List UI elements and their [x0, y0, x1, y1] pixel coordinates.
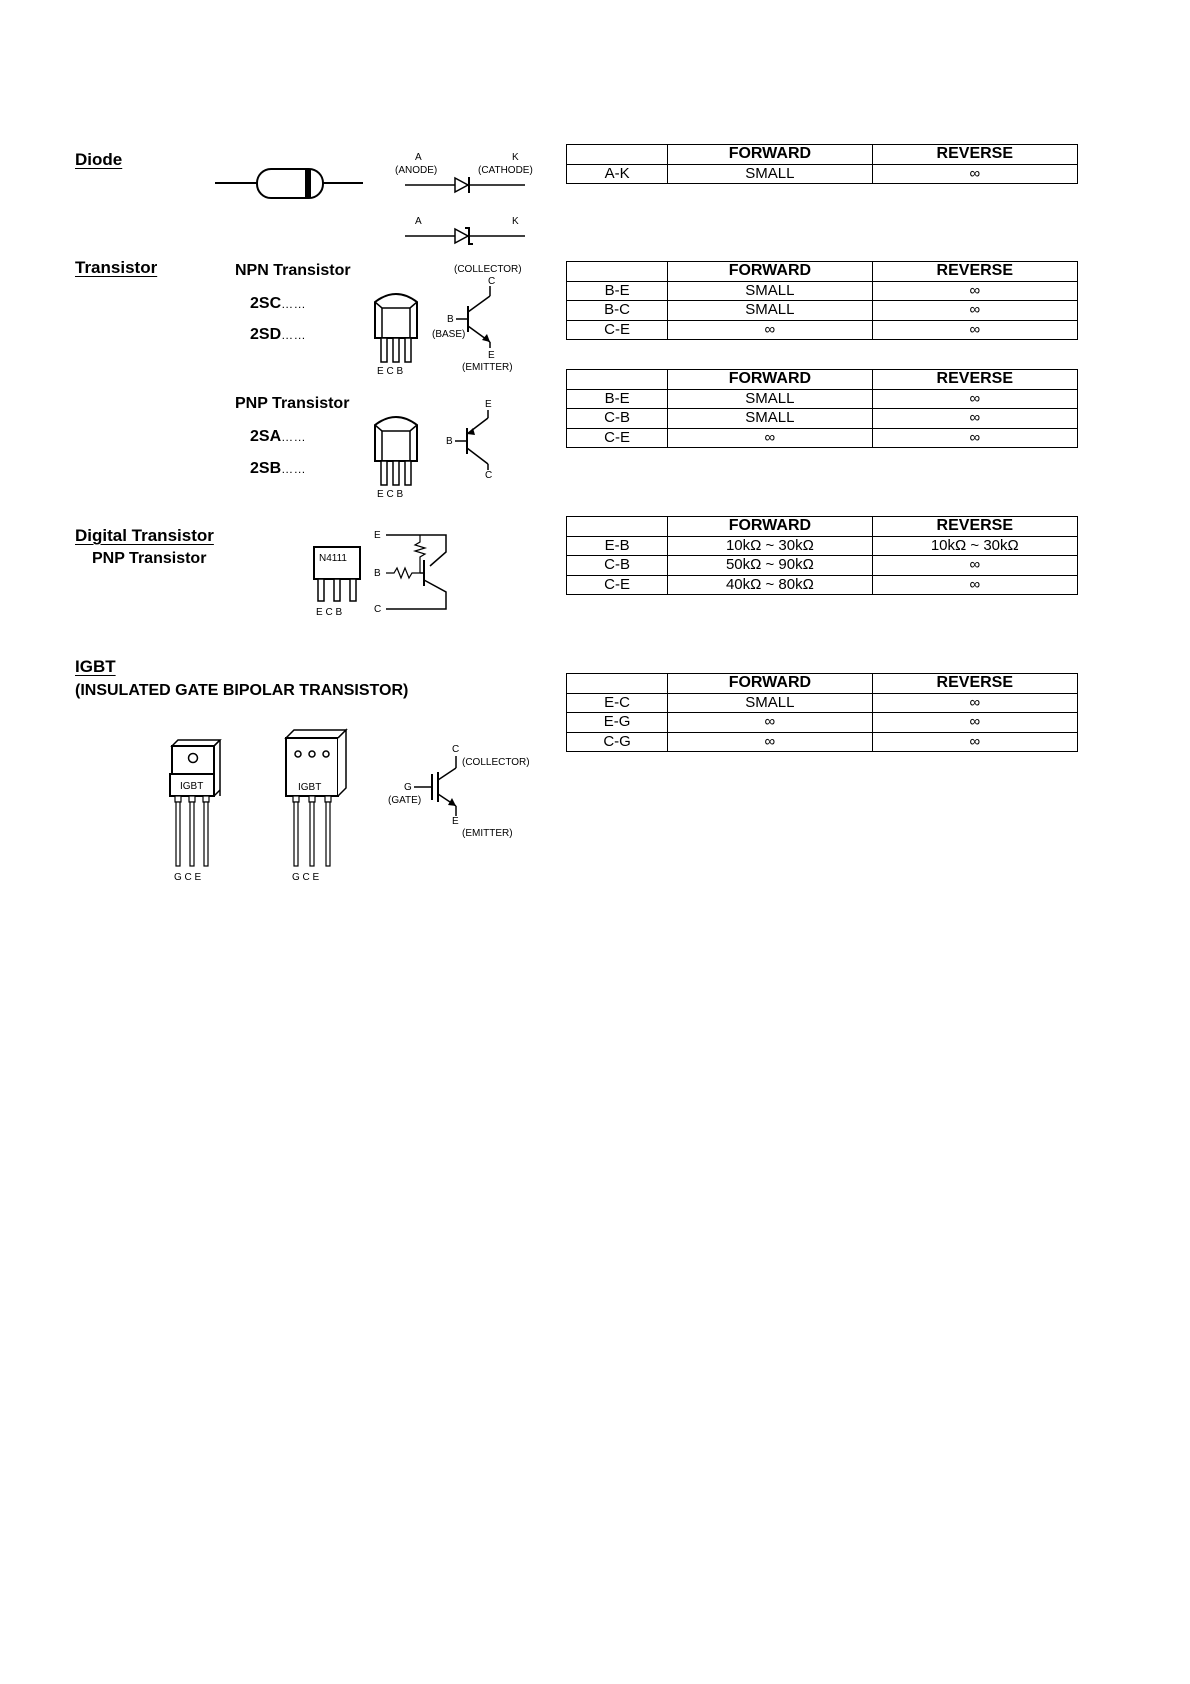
pnp-pins-label: E C B	[377, 489, 404, 500]
npn-c-letter: C	[488, 276, 496, 287]
table-cell: B-C	[567, 301, 668, 321]
table-row	[567, 732, 1078, 752]
table-cell: 50kΩ ~ 90kΩ	[668, 556, 872, 576]
table-cell: B-E	[567, 281, 668, 301]
diode-heading: Diode	[75, 150, 123, 169]
table-cell: E-C	[567, 693, 668, 713]
igbt-e-letter: E	[452, 816, 459, 827]
table-cell: A-K	[567, 164, 668, 184]
table-row	[567, 281, 1078, 301]
npn-symbol	[432, 262, 542, 372]
pnp-c-letter: C	[485, 470, 493, 481]
npn-e-letter: E	[488, 350, 495, 361]
igbt-table	[566, 673, 1078, 752]
npn-collector-label: (COLLECTOR)	[454, 264, 522, 275]
igbt-1-pins-label: G C E	[174, 872, 202, 883]
table-row	[567, 536, 1078, 556]
table-header: REVERSE	[872, 262, 1077, 282]
transistor-heading: Transistor	[75, 258, 158, 277]
diode-table	[566, 144, 1078, 184]
table-row	[567, 389, 1078, 409]
table-cell: ∞	[872, 428, 1077, 448]
table-cell: 10kΩ ~ 30kΩ	[872, 536, 1077, 556]
table-cell: SMALL	[668, 693, 872, 713]
table-cell: ∞	[872, 556, 1077, 576]
table-cell: ∞	[668, 428, 872, 448]
part-2sa: 2SA……	[250, 428, 307, 445]
igbt-1-part-label: IGBT	[180, 781, 204, 792]
igbt-package-1-drawing	[168, 738, 228, 882]
table-cell: C-G	[567, 732, 668, 752]
cathode-label: (CATHODE)	[478, 165, 533, 176]
pnp-e-letter: E	[485, 399, 492, 410]
igbt-g-letter: G	[404, 782, 412, 793]
anode-label: (ANODE)	[395, 165, 438, 176]
table-cell: SMALL	[668, 301, 872, 321]
table-header: REVERSE	[872, 370, 1077, 390]
npn-base-label: (BASE)	[432, 329, 466, 340]
digital-pins-label: E C B	[316, 607, 343, 618]
table-cell: ∞	[668, 732, 872, 752]
igbt-heading: IGBT	[75, 657, 116, 676]
pnp-b-letter: B	[446, 436, 453, 447]
digital-table	[566, 516, 1078, 595]
cathode-letter: K	[512, 152, 519, 163]
npn-title: NPN Transistor	[235, 262, 351, 279]
table-row	[567, 713, 1078, 733]
table-cell: SMALL	[668, 409, 872, 429]
diode-symbol	[395, 150, 545, 200]
table-cell: ∞	[872, 164, 1077, 184]
digital-subheading: PNP Transistor	[92, 550, 207, 567]
table-cell: E-B	[567, 536, 668, 556]
table-header	[567, 517, 668, 537]
table-header: FORWARD	[668, 262, 872, 282]
digital-c-letter: C	[374, 604, 382, 615]
table-cell: E-G	[567, 713, 668, 733]
table-cell: 40kΩ ~ 80kΩ	[668, 575, 872, 595]
table-row	[567, 575, 1078, 595]
table-header: REVERSE	[872, 145, 1077, 165]
igbt-subheading: (INSULATED GATE BIPOLAR TRANSISTOR)	[75, 682, 409, 699]
digital-b-letter: B	[374, 568, 381, 579]
table-cell: C-E	[567, 428, 668, 448]
table-header	[567, 370, 668, 390]
table-cell: SMALL	[668, 281, 872, 301]
pnp-title: PNP Transistor	[235, 395, 350, 412]
pnp-symbol	[440, 398, 510, 483]
npn-package-drawing	[372, 288, 432, 378]
part-2sb: 2SB……	[250, 460, 307, 477]
table-row	[567, 164, 1078, 184]
igbt-c-letter: C	[452, 744, 460, 755]
npn-pins-label: E C B	[377, 366, 404, 377]
igbt-collector-label: (COLLECTOR)	[462, 757, 530, 768]
table-cell: SMALL	[668, 389, 872, 409]
table-cell: ∞	[872, 693, 1077, 713]
table-cell: ∞	[872, 409, 1077, 429]
table-cell: C-E	[567, 320, 668, 340]
zener-symbol	[395, 215, 545, 245]
zener-cathode-letter: K	[512, 216, 519, 227]
igbt-package-2-drawing	[284, 728, 354, 882]
table-row	[567, 301, 1078, 321]
table-row	[567, 320, 1078, 340]
table-header	[567, 145, 668, 165]
table-row	[567, 556, 1078, 576]
npn-b-letter: B	[447, 314, 454, 325]
digital-heading: Digital Transistor	[75, 526, 214, 545]
igbt-symbol	[388, 742, 548, 838]
npn-table	[566, 261, 1078, 340]
table-cell: ∞	[872, 320, 1077, 340]
digital-symbol	[374, 528, 464, 618]
igbt-gate-label: (GATE)	[388, 795, 422, 806]
table-row	[567, 693, 1078, 713]
table-header: FORWARD	[668, 517, 872, 537]
table-cell: ∞	[872, 575, 1077, 595]
diode-package-drawing	[215, 165, 365, 201]
table-cell: ∞	[872, 732, 1077, 752]
table-cell: C-B	[567, 556, 668, 576]
table-cell: 10kΩ ~ 30kΩ	[668, 536, 872, 556]
anode-letter: A	[415, 152, 422, 163]
table-cell: ∞	[668, 320, 872, 340]
table-header: FORWARD	[668, 145, 872, 165]
igbt-2-pins-label: G C E	[292, 872, 320, 883]
table-cell: B-E	[567, 389, 668, 409]
digital-package-drawing	[312, 545, 372, 625]
pnp-table	[566, 369, 1078, 448]
table-cell: ∞	[872, 301, 1077, 321]
table-cell: C-E	[567, 575, 668, 595]
table-row	[567, 409, 1078, 429]
table-header: FORWARD	[668, 674, 872, 694]
pnp-package-drawing	[372, 411, 432, 501]
digital-e-letter: E	[374, 530, 381, 541]
table-row	[567, 428, 1078, 448]
igbt-emitter-label: (EMITTER)	[462, 828, 513, 839]
table-cell: ∞	[668, 713, 872, 733]
table-cell: SMALL	[668, 164, 872, 184]
table-header	[567, 262, 668, 282]
part-2sc: 2SC……	[250, 295, 307, 312]
table-cell: ∞	[872, 389, 1077, 409]
table-header: REVERSE	[872, 674, 1077, 694]
table-cell: ∞	[872, 281, 1077, 301]
table-header	[567, 674, 668, 694]
igbt-2-part-label: IGBT	[298, 782, 322, 793]
part-2sd: 2SD……	[250, 326, 307, 343]
npn-emitter-label: (EMITTER)	[462, 362, 513, 373]
table-cell: C-B	[567, 409, 668, 429]
digital-part-label: N4111	[319, 553, 347, 564]
table-header: FORWARD	[668, 370, 872, 390]
zener-anode-letter: A	[415, 216, 422, 227]
table-cell: ∞	[872, 713, 1077, 733]
table-header: REVERSE	[872, 517, 1077, 537]
